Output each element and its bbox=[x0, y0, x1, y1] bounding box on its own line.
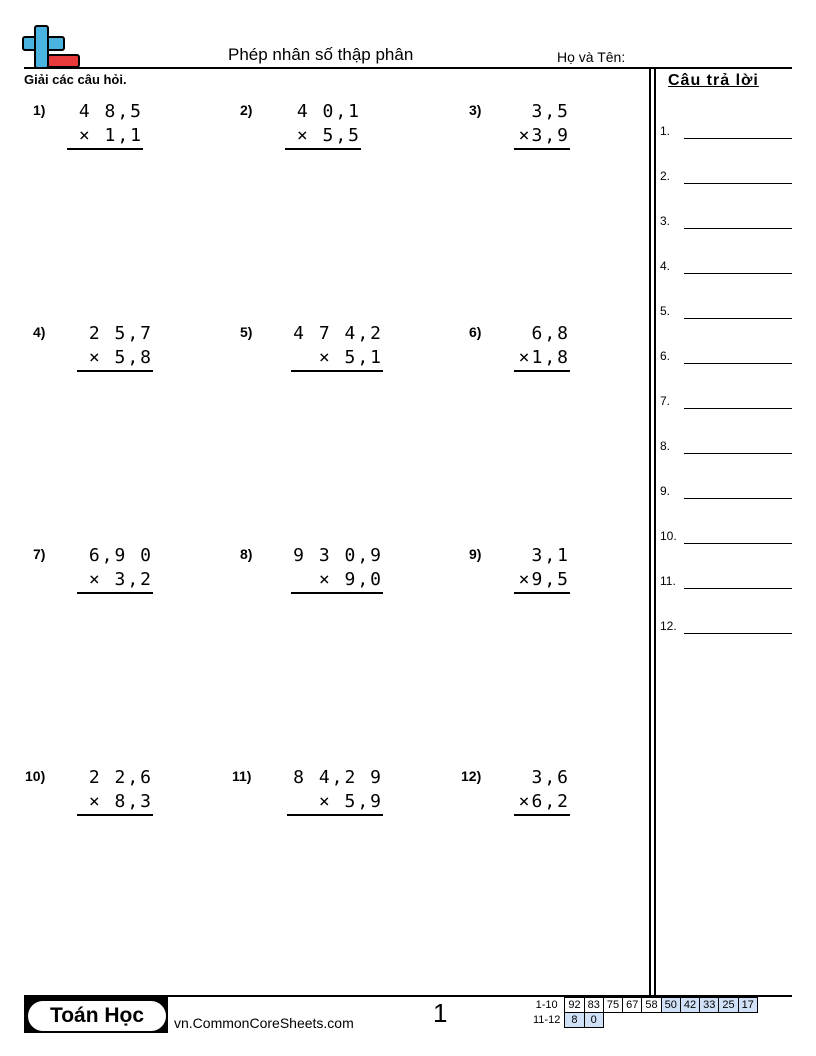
multiplicand: 4 8,5 bbox=[78, 101, 143, 122]
problem-number: 3) bbox=[469, 102, 482, 118]
multiplier: × 5,5 bbox=[285, 124, 361, 150]
multiplication-problem bbox=[514, 544, 570, 594]
answers-heading: Câu trả lời bbox=[668, 72, 759, 89]
brand-badge: Toán Học bbox=[26, 999, 168, 1033]
multiplier: ×6,2 bbox=[514, 790, 570, 816]
score-cell: 50 bbox=[661, 998, 680, 1013]
multiplication-problem bbox=[514, 100, 570, 150]
score-cell: 8 bbox=[565, 1013, 584, 1028]
answer-label: 9. bbox=[660, 484, 671, 498]
score-cell: 83 bbox=[584, 998, 603, 1013]
multiplication-problem bbox=[514, 766, 570, 816]
problem-number: 8) bbox=[240, 546, 253, 562]
multiplicand: 9 3 0,9 bbox=[293, 545, 383, 566]
multiplicand: 4 7 4,2 bbox=[293, 323, 383, 344]
multiplier: ×9,5 bbox=[514, 568, 570, 594]
answer-blank[interactable] bbox=[684, 183, 792, 184]
multiplicand: 3,5 bbox=[531, 101, 570, 122]
answer-blank[interactable] bbox=[684, 588, 792, 589]
multiplicand: 6,8 bbox=[531, 323, 570, 344]
name-label: Họ và Tên: bbox=[557, 49, 626, 65]
answer-label: 12. bbox=[660, 619, 677, 633]
answer-blank[interactable] bbox=[684, 138, 792, 139]
multiplicand: 8 4,2 9 bbox=[293, 767, 383, 788]
answer-column-divider bbox=[649, 67, 651, 995]
multiplication-problem bbox=[291, 322, 383, 372]
answer-column-divider-inner bbox=[654, 67, 656, 995]
score-cell: 67 bbox=[623, 998, 642, 1013]
answer-blank[interactable] bbox=[684, 633, 792, 634]
score-cell: 25 bbox=[719, 998, 738, 1013]
answer-label: 6. bbox=[660, 349, 671, 363]
problem-number: 6) bbox=[469, 324, 482, 340]
problem-number: 2) bbox=[240, 102, 253, 118]
multiplication-problem bbox=[77, 322, 153, 372]
score-row-label: 1-10 bbox=[535, 999, 558, 1011]
problem-number: 7) bbox=[33, 546, 46, 562]
logo-minus-icon bbox=[47, 54, 80, 68]
score-cell: 17 bbox=[738, 998, 757, 1013]
multiplier: × 5,8 bbox=[77, 346, 153, 372]
multiplicand: 3,1 bbox=[531, 545, 570, 566]
multiplicand: 2 2,6 bbox=[88, 767, 153, 788]
multiplication-problem bbox=[285, 100, 361, 150]
score-cell: 42 bbox=[680, 998, 699, 1013]
score-table bbox=[530, 997, 758, 1028]
problem-number: 9) bbox=[469, 546, 482, 562]
multiplicand: 3,6 bbox=[531, 767, 570, 788]
score-cell: 0 bbox=[584, 1013, 603, 1028]
problem-number: 4) bbox=[33, 324, 46, 340]
multiplication-problem bbox=[514, 322, 570, 372]
score-cell: 58 bbox=[642, 998, 661, 1013]
multiplication-problem bbox=[77, 766, 153, 816]
multiplier: × 8,3 bbox=[77, 790, 153, 816]
multiplicand: 6,9 0 bbox=[88, 545, 153, 566]
instructions: Giải các câu hỏi. bbox=[24, 72, 127, 87]
answer-blank[interactable] bbox=[684, 228, 792, 229]
multiplier: × 9,0 bbox=[291, 568, 383, 594]
multiplication-problem bbox=[77, 544, 153, 594]
multiplier: × 5,9 bbox=[287, 790, 383, 816]
page-number: 1 bbox=[433, 998, 448, 1028]
header-divider bbox=[24, 67, 792, 69]
problem-number: 5) bbox=[240, 324, 253, 340]
score-cell: 33 bbox=[700, 998, 719, 1013]
multiplier: × 1,1 bbox=[67, 124, 143, 150]
answer-label: 1. bbox=[660, 124, 671, 138]
answer-label: 11. bbox=[660, 574, 676, 588]
answer-blank[interactable] bbox=[684, 408, 792, 409]
answer-label: 4. bbox=[660, 259, 671, 273]
answer-label: 10. bbox=[660, 529, 677, 543]
multiplication-problem bbox=[67, 100, 143, 150]
score-row-label: 11-12 bbox=[533, 1014, 561, 1026]
score-cell: 75 bbox=[603, 998, 622, 1013]
problem-number: 1) bbox=[33, 102, 46, 118]
answer-blank[interactable] bbox=[684, 498, 792, 499]
multiplicand: 4 0,1 bbox=[296, 101, 361, 122]
page-title: Phép nhân số thập phân bbox=[228, 45, 414, 64]
problem-number: 11) bbox=[232, 768, 252, 784]
multiplication-problem bbox=[287, 766, 383, 816]
multiplier: × 5,1 bbox=[291, 346, 383, 372]
multiplier: ×1,8 bbox=[514, 346, 570, 372]
answer-blank[interactable] bbox=[684, 543, 792, 544]
problem-number: 12) bbox=[461, 768, 482, 784]
score-cell: 92 bbox=[565, 998, 584, 1013]
answer-label: 3. bbox=[660, 214, 671, 228]
answer-blank[interactable] bbox=[684, 318, 792, 319]
multiplier: ×3,9 bbox=[514, 124, 570, 150]
answer-blank[interactable] bbox=[684, 273, 792, 274]
multiplication-problem bbox=[291, 544, 383, 594]
answer-blank[interactable] bbox=[684, 453, 792, 454]
answer-label: 7. bbox=[660, 394, 671, 408]
answer-label: 2. bbox=[660, 169, 671, 183]
problem-number: 10) bbox=[25, 768, 46, 784]
site-url[interactable]: vn.CommonCoreSheets.com bbox=[174, 1015, 354, 1031]
answer-label: 5. bbox=[660, 304, 671, 318]
answer-label: 8. bbox=[660, 439, 671, 453]
answer-blank[interactable] bbox=[684, 363, 792, 364]
multiplier: × 3,2 bbox=[77, 568, 153, 594]
multiplicand: 2 5,7 bbox=[88, 323, 153, 344]
